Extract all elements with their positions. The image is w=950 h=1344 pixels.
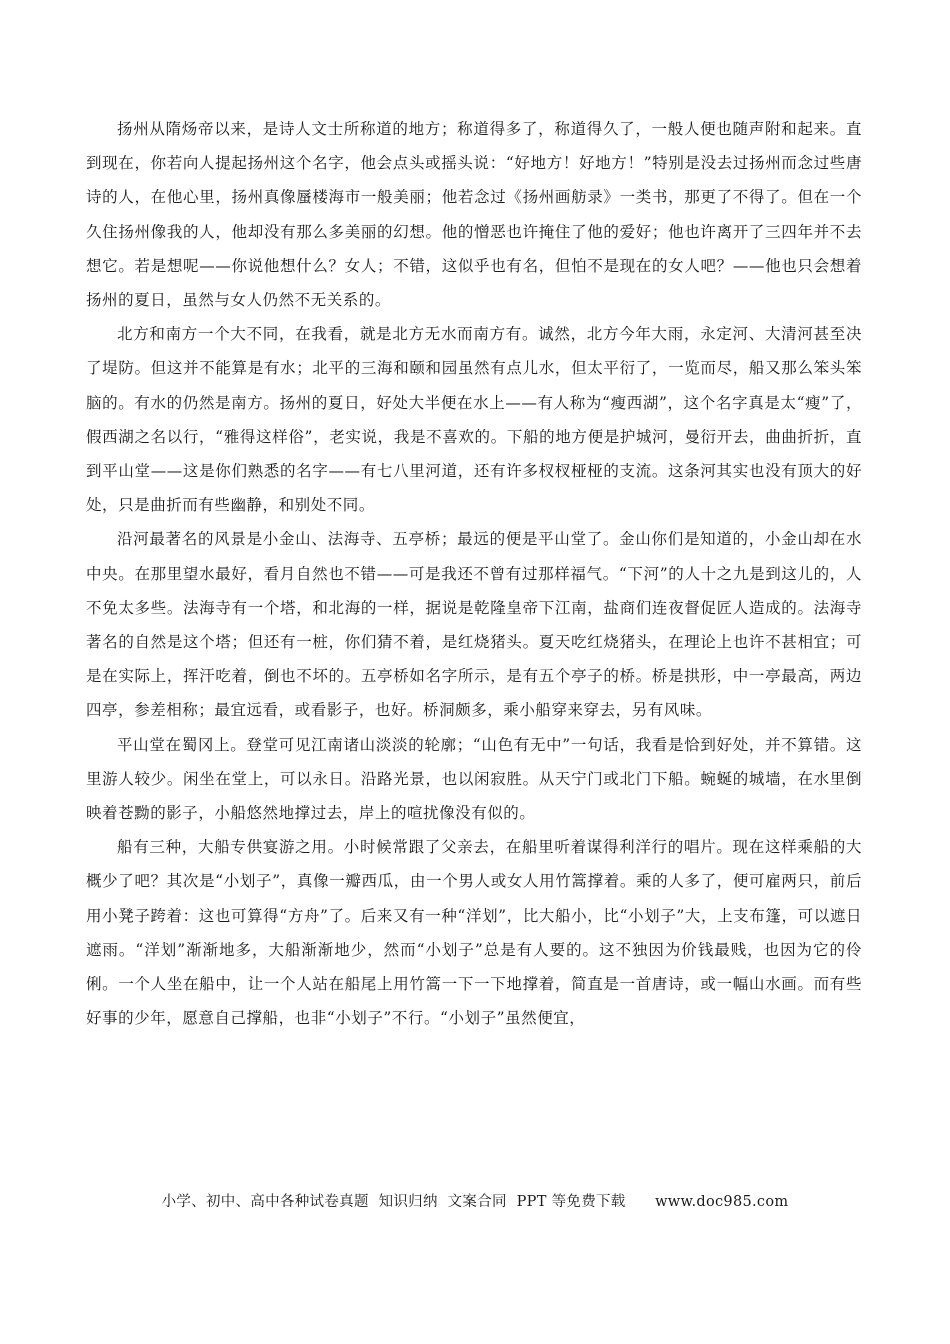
paragraph: 扬州从隋炀帝以来，是诗人文士所称道的地方；称道得多了，称道得久了，一般人便也随声附和起来。直到现在，你若向人提起扬州这个名字，他会点头或摇头说：“好地方！好地方！”特别是没去过扬州而念过些唐诗的人，在他心里，扬州真像蜃楼海市一般美丽；他若念过《扬州画舫录》一类书，那更了不得了。但在一个久住扬州像我的人，他却没有那么多美丽的幻想。他的憎恶也许掩住了他的爱好；他也许离开了三四年并不去想它。若是想呢——你说他想什么？女人；不错，这似乎也有名，但怕不是现在的女人吧？——他也只会想着扬州的夏日，虽然与女人仍然不无关系的。 <box>86 120 862 310</box>
paragraph: 船有三种，大船专供宴游之用。小时候常跟了父亲去，在船里听着谋得利洋行的唱片。现在这样乘船的大概少了吧？其次是“小划子”，真像一瓣西瓜，由一个男人或女人用竹篙撑着。乘的人多了，便可雇两只，前后用小凳子跨着：这也可算得“方舟”了。后来又有一种“洋划”，比大船小，比“小划子”大，上支布篷，可以遮日遮雨。“洋划”渐渐地多，大船渐渐地少，然而“小划子”总是有人要的。这不独因为价钱最贱，也因为它的伶俐。一个人坐在船中，让一个人站在船尾上用竹篙一下一下地撑着，简直是一首唐诗，或一幅山水画。而有些好事的少年，愿意自己撑船，也非“小划子”不行。“小划子”虽然便宜， <box>86 838 862 1028</box>
footer-text: 小学、初中、高中各种试卷真题 知识归纳 文案合同 PPT 等免费下载 <box>161 1194 626 1210</box>
paragraph: 北方和南方一个大不同，在我看，就是北方无水而南方有。诚然，北方今年大雨，永定河、大清河甚至决了堤防。但这并不能算是有水；北平的三海和颐和园虽然有点儿水，但太平衍了，一览而尽，船又那么笨头笨脑的。有水的仍然是南方。扬州的夏日，好处大半便在水上——有人称为“瘦西湖”，这个名字真是太“瘦”了，假西湖之名以行，“雅得这样俗”，老实说，我是不喜欢的。下船的地方便是护城河，曼衍开去，曲曲折折，直到平山堂——这是你们熟悉的名字——有七八里河道，还有许多杈杈桠桠的支流。这条河其实也没有顶大的好处，只是曲折而有些幽静，和别处不同。 <box>86 325 862 515</box>
paragraph: 沿河最著名的风景是小金山、法海寺、五亭桥；最远的便是平山堂了。金山你们是知道的，小金山却在水中央。在那里望水最好，看月自然也不错——可是我还不曾有过那样福气。“下河”的人十之九是到这儿的，人不免太多些。法海寺有一个塔，和北海的一样，据说是乾隆皇帝下江南，盐商们连夜督促匠人造成的。法海寺著名的自然是这个塔；但还有一桩，你们猜不着，是红烧猪头。夏天吃红烧猪头，在理论上也许不甚相宜；可是在实际上，挥汗吃着，倒也不坏的。五亭桥如名字所示，是有五个亭子的桥。桥是拱形，中一亭最高，两边四亭，参差相称；最宜远看，或看影子，也好。桥洞颇多，乘小船穿来穿去，另有风味。 <box>86 530 862 720</box>
footer-link[interactable]: www.doc985.com <box>655 1194 789 1210</box>
page-footer <box>0 1190 950 1211</box>
paragraph: 平山堂在蜀冈上。登堂可见江南诸山淡淡的轮廓；“山色有无中”一句话，我看是恰到好处，并不算错。这里游人较少。闲坐在堂上，可以永日。沿路光景，也以闲寂胜。从天宁门或北门下船。蜿蜒的城墙，在水里倒映着苍黝的影子，小船悠然地撑过去，岸上的喧扰像没有似的。 <box>86 735 862 823</box>
article-body <box>86 112 862 1035</box>
